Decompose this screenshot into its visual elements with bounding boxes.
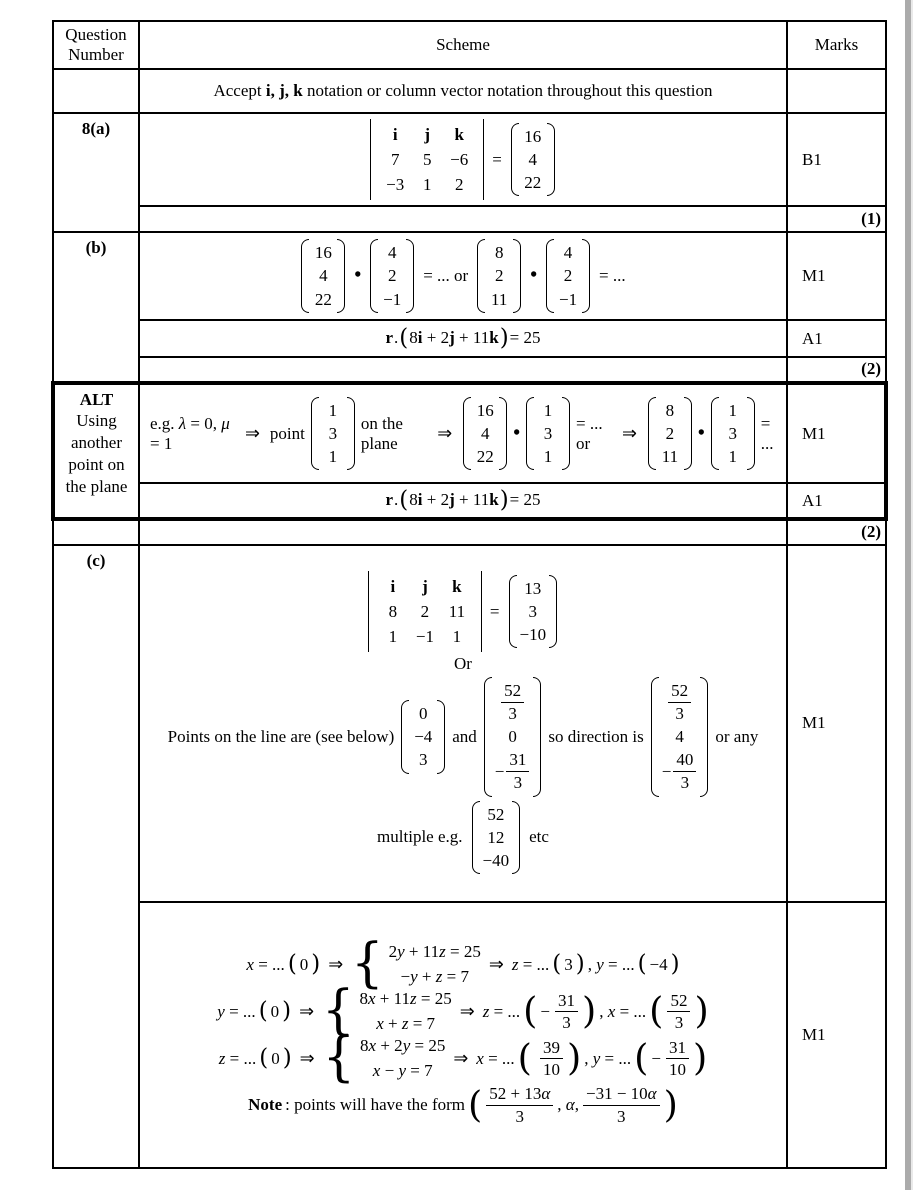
fraction-numerator: 31 [555,991,578,1013]
system-brace: { [351,932,384,995]
subtotal-spacer-alt [139,519,787,545]
dot: . [394,490,399,510]
minus-sign: − [651,1048,661,1068]
elimination-line-x [144,932,782,995]
lhs: x = ... [246,954,285,974]
vector-entry: 0 [508,727,517,747]
points-on-line-row [144,676,782,797]
close-paren: ) [663,1082,678,1126]
equals-sign: = [489,601,500,621]
implies-arrow: ⇒ [459,1001,475,1023]
implies-arrow: ⇒ [244,423,260,444]
result: x = ... [476,1048,515,1068]
equation-system [360,989,452,1034]
open-paren: ( [637,951,647,978]
equals-dots: = ... [760,413,774,453]
alt-title: ALT [79,390,114,409]
alt-point-vector-2: 1 3 1 [711,396,755,472]
dot-product-work-b [144,238,782,314]
subtotal-spacer-8a [139,206,787,232]
scheme-b-answer [139,320,787,357]
fraction-numerator: 52 + 13α [486,1084,553,1106]
row-alt [53,383,886,483]
open-paren: ( [259,1045,269,1072]
subtotal-spacer-alt-q [53,519,139,545]
fraction-numerator: 52 [501,681,524,703]
subtotal-alt: (2) [787,519,886,545]
alt-point-vector-1: 1 3 1 [526,396,570,472]
elimination-line-z [144,1026,782,1089]
accept-marks-cell [787,69,886,113]
mark-alt-m1: M1 [787,383,886,483]
plane-terms: 8i + 2j + 11k [409,328,499,348]
equals-25: = 25 [509,328,541,348]
lhs: y = ... [217,1001,256,1021]
system-brace: { [322,979,355,1042]
determinant-row-3: −3 1 2 [386,174,464,194]
equals-dots: = ... [599,266,626,285]
determinant-row-2: 8 2 11 [388,601,466,621]
determinant-equation-c [144,571,782,652]
open-paren: ( [287,951,297,978]
fraction-denominator: 3 [674,1013,684,1033]
result: z = ... [511,954,550,974]
alt-lambda-mu: e.g. λ = 0, μ = 1 [150,413,230,453]
open-paren: ( [634,1036,649,1080]
question-label-8a: 8(a) [53,113,139,232]
fraction-numerator: 52 [668,681,691,703]
plane-equation-b [144,327,782,350]
subtotal-row-8a [53,206,886,232]
subtotal-b: (2) [787,357,886,383]
open-paren: ( [649,989,664,1033]
open-paren: ( [517,1036,532,1080]
subtotal-spacer-b [139,357,787,383]
etc-text: etc [529,827,549,847]
mark-c-m1-second: M1 [787,902,886,1168]
lhs: z = ... [218,1048,257,1068]
result: , x = ... [599,1001,647,1021]
dot: . [394,328,399,348]
determinant-row-2: 7 5 −6 [390,149,469,169]
scheme-c-block1 [139,545,787,902]
result-vector-8a: 16 4 22 [511,122,555,198]
on-the-plane-text: on the plane [360,413,403,453]
fraction-denominator: 3 [617,1106,626,1126]
mark-8a: B1 [787,113,886,206]
determinant-row-3: 1 −1 1 [388,626,462,646]
fraction-numerator: 31 [666,1038,689,1060]
fraction-denominator: 3 [515,1106,525,1126]
fraction-numerator: −31 − 10α [583,1084,660,1106]
close-paren: ) [566,1036,582,1080]
and-text: and [452,726,477,746]
question-label-c: (c) [53,545,139,1168]
equals-25: = 25 [509,490,541,510]
close-paren: ) [670,951,680,978]
value: 3 [564,954,573,974]
system-eq-2: x + z = 7 [376,1014,436,1034]
equation-system [360,1036,445,1081]
value: 0 [299,954,309,974]
fraction-denominator: 10 [542,1060,560,1080]
fraction-denominator: 3 [675,703,684,723]
plane-terms: 8i + 2j + 11k [409,490,499,510]
row-b [53,232,886,320]
accept-row [53,69,886,113]
alt-normal-vector-1: 16 4 22 [463,396,507,472]
point-vector-2: 4 2 −1 [546,238,590,314]
fraction-denominator: 3 [513,772,523,792]
implies-arrow: ⇒ [453,1048,469,1070]
implies-arrow: ⇒ [328,954,344,976]
equals-dots-or: = ... or [423,266,469,285]
multiple-row [144,800,782,876]
point-word: point [269,423,305,443]
determinant-8a [370,119,484,200]
dot-operator: • [697,422,705,444]
header-marks: Marks [787,21,886,69]
fraction-denominator: 3 [680,772,690,792]
elimination-line-y [144,979,782,1042]
minus-sign: − [540,1001,551,1021]
row-8a [53,113,886,206]
header-scheme: Scheme [139,21,787,69]
alt-point-vector: 1 3 1 [311,396,355,472]
alt-normal-vector-2: 8 2 11 [648,396,692,472]
header-question-number: Question Number [53,21,139,69]
dot-operator: • [354,265,362,286]
dot-operator: • [513,422,521,444]
close-paren: ) [499,487,509,514]
determinant-c [368,571,482,652]
mark-alt-a1: A1 [787,483,886,519]
multiple-text: multiple e.g. [377,827,463,847]
r-vector-symbol: r [385,328,394,348]
close-paren: ) [282,1045,292,1072]
points-on-line-text: Points on the line are (see below) [167,726,395,746]
subtotal-row-b [53,357,886,383]
question-label-alt [53,383,139,519]
normal-vector-2: 8 2 11 [477,238,521,314]
alt-work [144,396,782,472]
result: , y = ... [587,954,635,974]
note-text: : points will have the form [285,1095,465,1115]
fraction-numerator: 39 [540,1038,563,1060]
determinant-row-ijk: i j k [390,576,462,596]
result-vector-c: 13 3 −10 [509,574,558,650]
implies-arrow: ⇒ [488,954,504,976]
system-eq-1: 2y + 11z = 25 [388,942,481,962]
minus-sign: − [494,761,505,781]
normal-vector-1: 16 4 22 [301,238,345,314]
scheme-b-work [139,232,787,320]
so-direction-text: so direction is [548,726,644,746]
r-vector-symbol: r [385,490,394,510]
accept-note-text: Accept i, j, k notation or column vector notation throughout this question [139,69,787,113]
system-eq-2: −y + z = 7 [400,967,469,987]
fraction-denominator: 3 [562,1013,571,1033]
equals-sign: = [492,149,502,169]
open-paren: ( [552,951,562,978]
system-eq-1: 8x + 11z = 25 [359,989,452,1009]
row-c-block1 [53,545,886,902]
alt-description: Using another point on the plane [65,411,128,497]
point-vector-b [484,676,542,797]
value: 0 [270,1001,280,1021]
scheme-8a [139,113,787,206]
fraction-numerator: 40 [673,750,696,772]
multiple-vector: 52 12 −40 [472,800,521,876]
close-paren: ) [692,1036,708,1080]
note-alpha: , α, [557,1095,579,1115]
implies-arrow: ⇒ [299,1001,315,1023]
scheme-c-block2 [139,902,787,1168]
header-row [53,21,886,69]
mark-b-a1: A1 [787,320,886,357]
plane-equation-alt [144,489,782,512]
accept-question-cell [53,69,139,113]
mark-c-m1-first: M1 [787,545,886,902]
c-block1-stack [144,565,782,881]
point-vector-1: 4 2 −1 [370,238,414,314]
result: z = ... [482,1001,521,1021]
close-paren: ) [499,325,509,352]
value: −4 [649,954,668,974]
row-alt-answer [53,483,886,519]
close-paren: ) [582,989,597,1033]
or-any-text: or any [715,726,759,746]
system-eq-2: x − y = 7 [372,1061,433,1081]
subtotal-8a: (1) [787,206,886,232]
scheme-alt-work [139,383,787,483]
c-block2-stack [144,932,782,1131]
system-eq-1: 8x + 2y = 25 [360,1036,446,1056]
close-paren: ) [311,951,321,978]
mark-b-m1: M1 [787,232,886,320]
point-vector-a: 0 −4 3 [401,699,445,775]
scheme-alt-answer [139,483,787,519]
or-text: Or [454,654,472,674]
fraction-numerator: 52 [667,991,690,1013]
open-paren: ( [523,989,538,1033]
vector-entry: 4 [675,727,684,747]
subtotal-row-alt [53,519,886,545]
determinant-equation-8a [144,119,782,200]
question-label-b: (b) [53,232,139,383]
implies-arrow: ⇒ [299,1048,315,1070]
note-line [144,1083,782,1127]
value: 0 [271,1048,280,1068]
close-paren: ) [282,998,292,1025]
direction-vector [651,676,709,797]
open-paren: ( [468,1082,483,1126]
implies-arrow: ⇒ [621,423,637,444]
row-b-answer [53,320,886,357]
dot-operator: • [530,265,538,286]
mark-scheme-table [51,20,888,1169]
fraction-denominator: 3 [508,703,517,723]
fraction-numerator: 31 [506,750,529,772]
implies-arrow: ⇒ [437,423,453,444]
result: , y = ... [584,1048,632,1068]
equation-system [389,942,481,987]
open-paren: ( [258,998,268,1025]
determinant-row-ijk: i j k [392,124,464,144]
close-paren: ) [575,951,585,978]
close-paren: ) [694,989,709,1033]
note-label: Note [248,1095,283,1115]
minus-sign: − [661,761,672,781]
system-brace: { [322,1026,356,1089]
row-c-block2 [53,902,886,1168]
open-paren: ( [399,325,409,352]
fraction-denominator: 10 [668,1060,686,1080]
open-paren: ( [399,487,409,514]
equals-dots-or: = ... or [576,413,603,453]
